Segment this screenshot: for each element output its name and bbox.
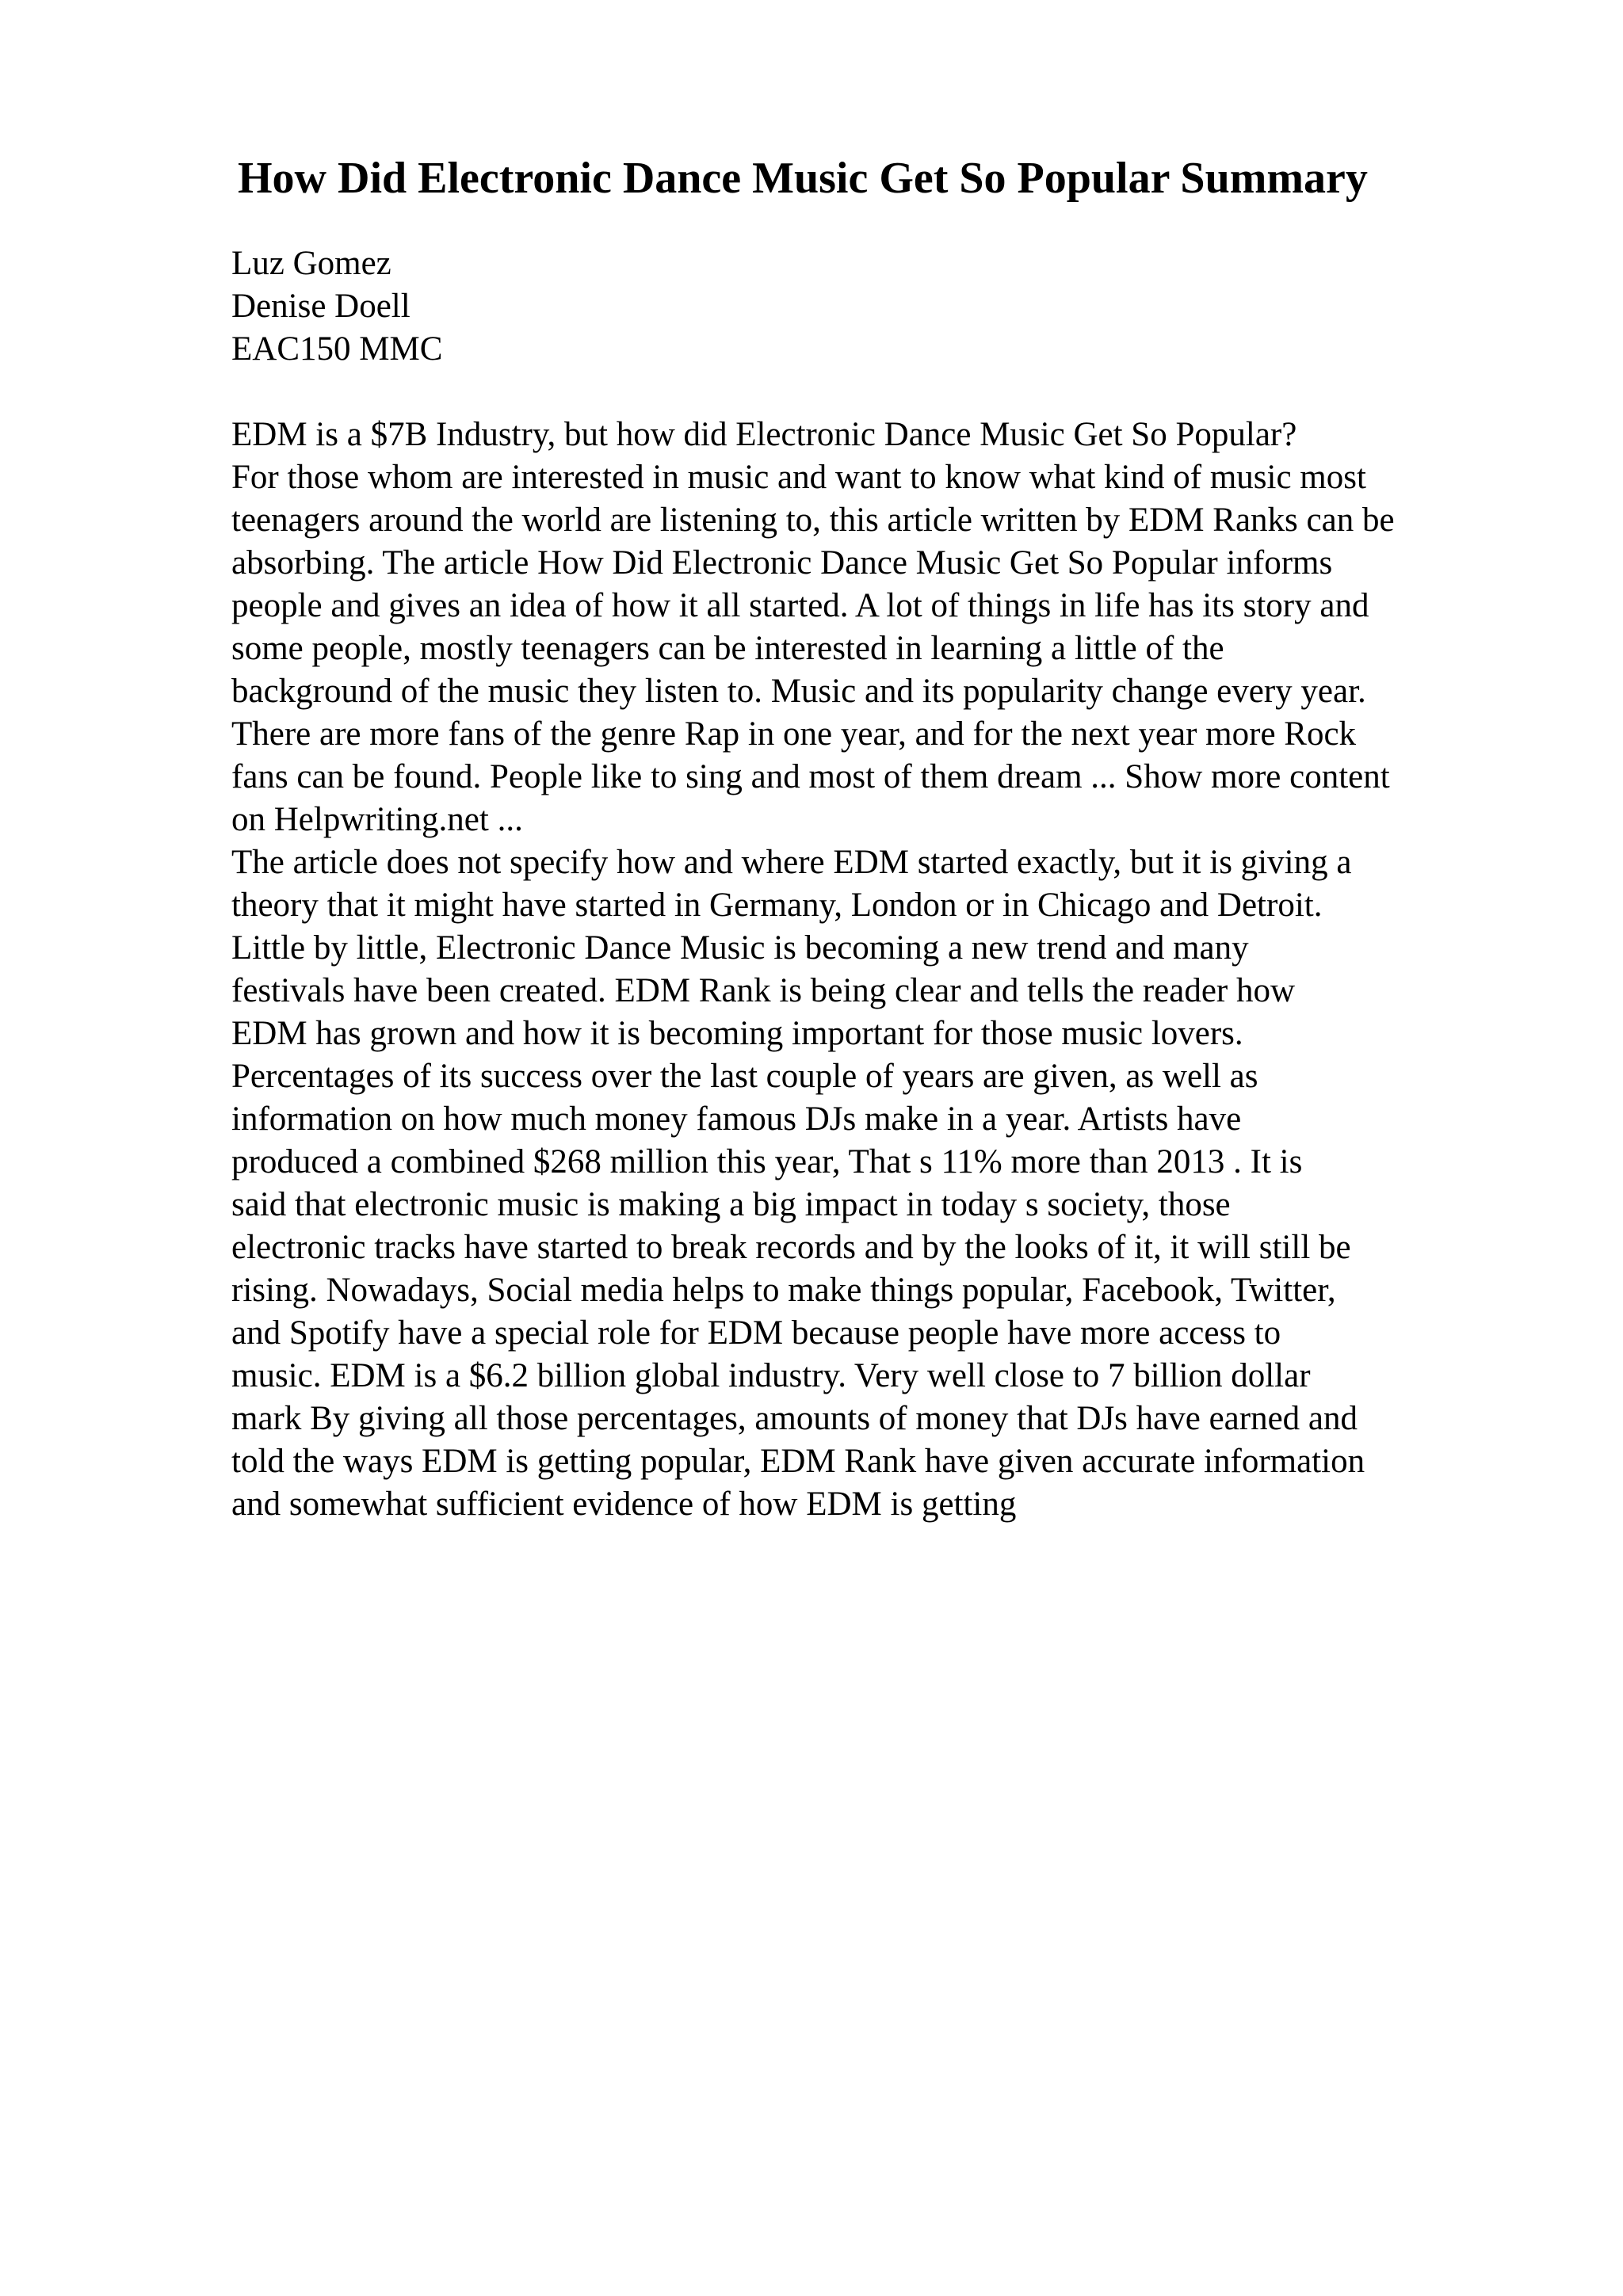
body-line: The article does not specify how and where EDM started exactly, but it is giving a (231, 844, 1352, 881)
body-line: EDM is a $7B Industry, but how did Electronic Dance Music Get So Popular? (231, 416, 1297, 453)
body-line: some people, mostly teenagers can be interested in learning a little of the (231, 630, 1224, 667)
body-line: on Helpwriting.net ... (231, 801, 523, 838)
body-line: produced a combined $268 million this year, That s 11% more than 2013 . It is (231, 1143, 1303, 1180)
body-line: electronic tracks have started to break records and by the looks of it, it will still be (231, 1229, 1351, 1266)
body-line: rising. Nowadays, Social media helps to make things popular, Facebook, Twitter, (231, 1272, 1336, 1309)
body-line: told the ways EDM is getting popular, EDM Rank have given accurate information (231, 1443, 1365, 1480)
body-line: teenagers around the world are listening to, this article written by EDM Ranks can be (231, 502, 1395, 539)
body-line: There are more fans of the genre Rap in one year, and for the next year more Rock (231, 715, 1357, 753)
body-line: Percentages of its success over the last couple of years are given, as well as (231, 1058, 1258, 1095)
body-line: fans can be found. People like to sing and most of them dream ... Show more content (231, 758, 1390, 795)
body-line: mark By giving all those percentages, amounts of money that DJs have earned and (231, 1400, 1358, 1437)
document-title: How Did Electronic Dance Music Get So Popular Summary (238, 154, 1368, 203)
body-line: For those whom are interested in music and want to know what kind of music most (231, 459, 1366, 496)
body-line: and somewhat sufficient evidence of how EDM is getting (231, 1486, 1017, 1523)
body-line: people and gives an idea of how it all started. A lot of things in life has its story and (231, 587, 1369, 624)
author-name: Luz Gomez (231, 245, 391, 282)
body-line: and Spotify have a special role for EDM because people have more access to (231, 1314, 1281, 1352)
body-line: absorbing. The article How Did Electronic Dance Music Get So Popular informs (231, 544, 1333, 582)
body-line: Little by little, Electronic Dance Music is becoming a new trend and many (231, 929, 1249, 967)
document-body (231, 242, 1515, 1526)
body-line: theory that it might have started in Germany, London or in Chicago and Detroit. (231, 887, 1323, 924)
body-line: said that electronic music is making a big impact in today s society, those (231, 1186, 1231, 1223)
instructor-name: Denise Doell (231, 288, 411, 325)
body-line: festivals have been created. EDM Rank is being clear and tells the reader how (231, 972, 1296, 1009)
body-line: information on how much money famous DJs make in a year. Artists have (231, 1100, 1242, 1138)
paragraph-gap (231, 371, 1515, 414)
body-line: background of the music they listen to. Music and its popularity change every year. (231, 673, 1366, 710)
course-code: EAC150 MMC (231, 330, 443, 368)
body-line: EDM has grown and how it is becoming important for those music lovers. (231, 1015, 1243, 1052)
body-line: music. EDM is a $6.2 billion global industry. Very well close to 7 billion dollar (231, 1357, 1311, 1394)
